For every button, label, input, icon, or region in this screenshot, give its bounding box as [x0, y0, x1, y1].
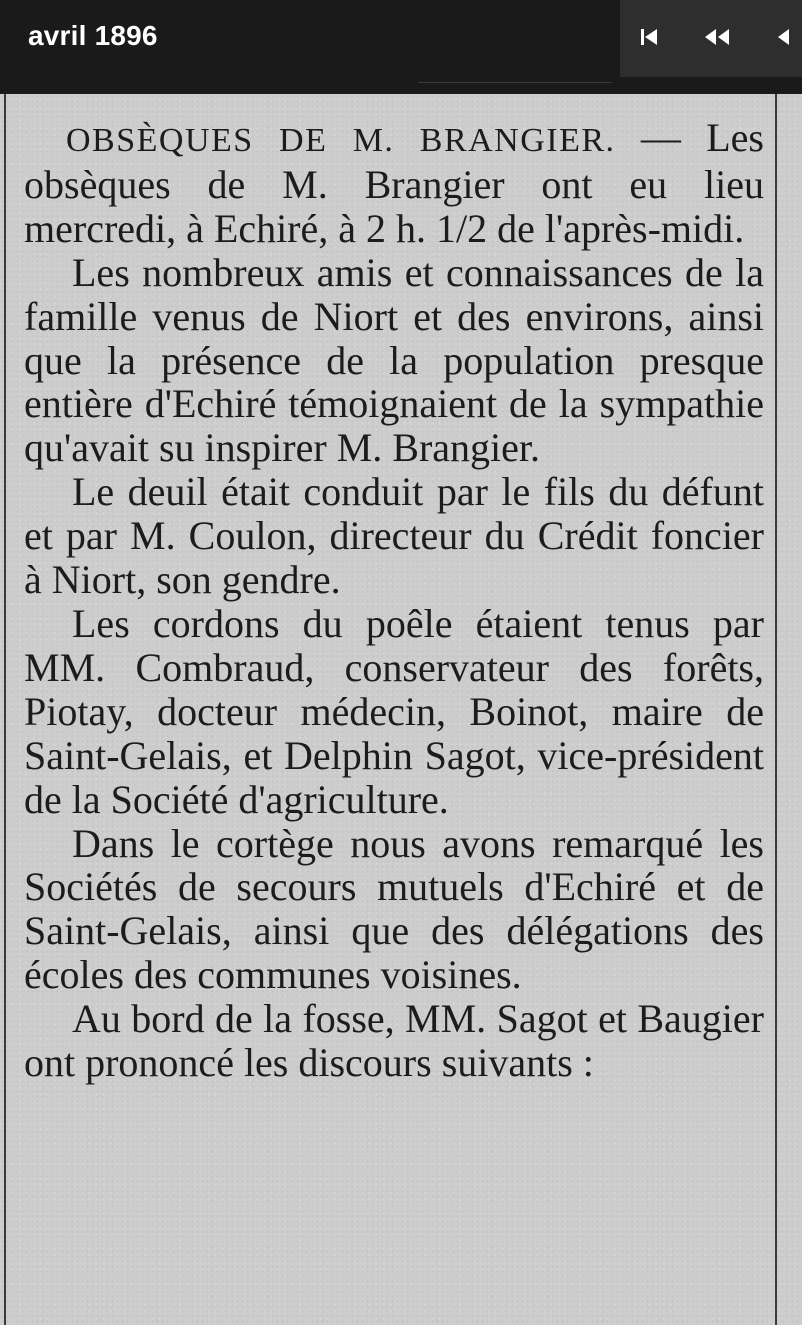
article-text	[24, 116, 764, 1085]
column-rule-right	[775, 94, 777, 1325]
previous-button[interactable]	[766, 22, 800, 52]
skip-to-start-icon	[638, 26, 660, 48]
article-paragraph	[24, 116, 764, 251]
article-paragraph: Dans le cortège nous avons remarqué les Sociétés de secours mutuels d'Echiré et de Saint-Gelais, ainsi que des délégations des écoles des communes voisines.	[24, 820, 764, 998]
article-heading: OBSÈQUES DE M. BRANGIER.	[66, 122, 616, 159]
top-bar-divider	[418, 82, 612, 83]
article-paragraph: Les cordons du poêle étaient tenus par MM. Combraud, conservateur des forêts, Piotay, docteur médecin, Boinot, maire de Saint-Gelais, et Delphin Sagot, vice-président de la Société d'agriculture.	[24, 600, 764, 822]
fast-back-button[interactable]	[700, 22, 734, 52]
first-page-button[interactable]	[632, 22, 666, 52]
page-title: avril 1896	[28, 20, 158, 51]
heading-dash: —	[615, 115, 707, 160]
article-paragraph: Les nombreux amis et connaissances de la famille venus de Niort et des environs, ainsi que la présence de la population presque entière d'Echiré témoignaient de la sympathie qu'avait su inspirer M. Brangier.	[24, 249, 764, 471]
newspaper-clipping	[0, 94, 802, 1325]
article-paragraph: Au bord de la fosse, MM. Sagot et Baugier ont prononcé les discours suivants :	[24, 996, 764, 1086]
article-paragraph: Le deuil était conduit par le fils du défunt et par M. Coulon, directeur du Crédit foncier à Niort, son gendre.	[24, 469, 764, 603]
paragraph-text: Les obsèques de M. Brangier ont eu lieu mercredi, à Echiré, à 2 h. 1/2 de l'après-midi.	[24, 115, 764, 251]
play-previous-icon	[773, 26, 793, 48]
fast-rewind-icon	[702, 26, 732, 48]
column-rule-left	[4, 94, 6, 1325]
